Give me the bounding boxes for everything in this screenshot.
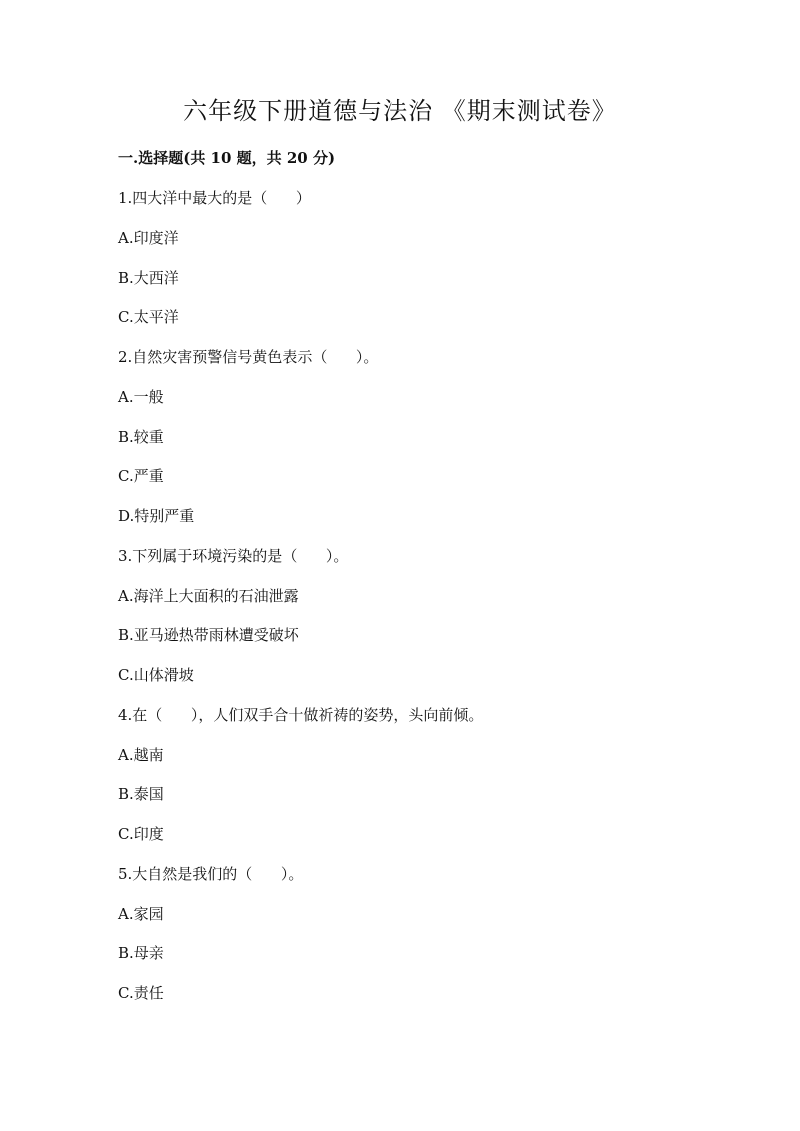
option-1b: B.大西洋 xyxy=(118,268,179,287)
option-5c: C.责任 xyxy=(118,984,164,1002)
option-2c: C.严重 xyxy=(118,467,164,486)
option-2a: A.一般 xyxy=(118,387,164,406)
option-4b: B.泰国 xyxy=(118,785,164,804)
section-heading: 一.选择题(共 10 题，共 20 分) xyxy=(118,149,336,167)
question-2: 2.自然灾害预警信号黄色表示（ ）。 xyxy=(118,348,379,366)
option-5a: A.家园 xyxy=(118,904,164,923)
option-4c: C.印度 xyxy=(118,825,164,843)
option-1c: C.太平洋 xyxy=(118,308,179,327)
option-3a: A.海洋上大面积的石油泄露 xyxy=(118,586,299,605)
question-3: 3.下列属于环境污染的是（ ）。 xyxy=(118,546,349,565)
question-5: 5.大自然是我们的（ ）。 xyxy=(118,864,304,883)
option-2b: B.较重 xyxy=(118,427,164,446)
option-1a: A.印度洋 xyxy=(118,228,179,247)
option-2d: D.特别严重 xyxy=(118,507,195,525)
question-list xyxy=(118,187,758,1022)
page-title: 六年级下册道德与法治 《期末测试卷》 xyxy=(183,97,617,125)
option-5b: B.母亲 xyxy=(118,944,164,963)
option-4a: A.越南 xyxy=(118,745,164,764)
question-1: 1.四大洋中最大的是（ ） xyxy=(118,189,311,207)
option-3c: C.山体滑坡 xyxy=(118,666,194,684)
question-4: 4.在（ ），人们双手合十做祈祷的姿势，头向前倾。 xyxy=(118,705,484,724)
option-3b: B.亚马逊热带雨林遭受破坏 xyxy=(118,626,299,645)
